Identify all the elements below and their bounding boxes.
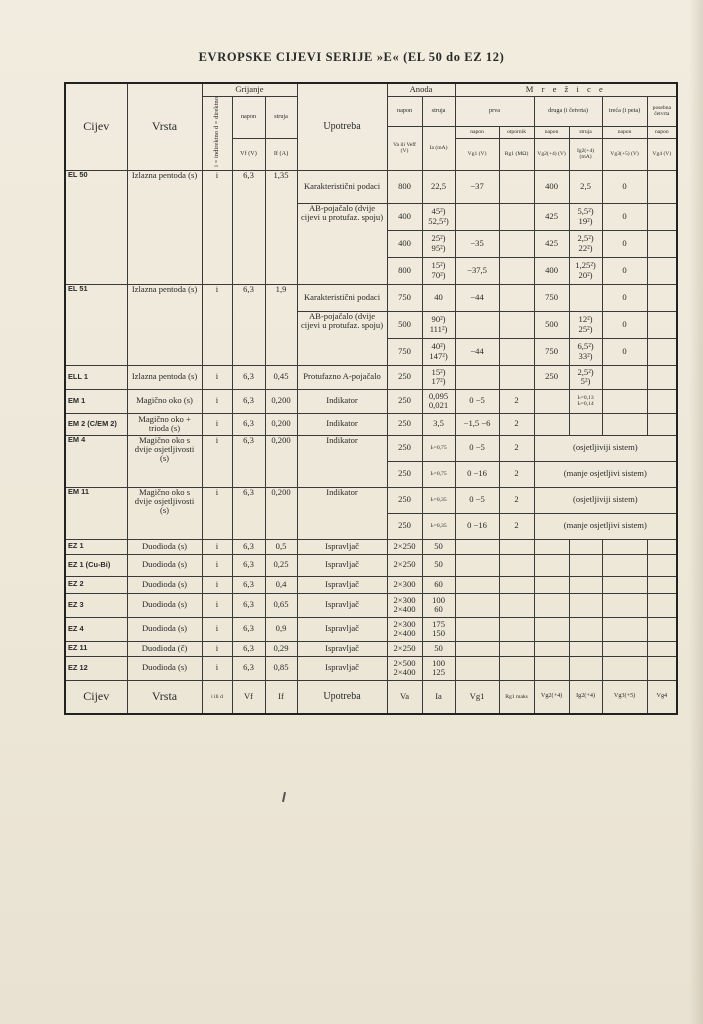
cell-va: 500 xyxy=(387,311,422,338)
cell-rg1 xyxy=(499,230,534,257)
cell-vrsta: Magično oko s dvije osjetljivosti (s) xyxy=(127,435,202,487)
page-edge-shadow xyxy=(689,0,703,1024)
cell-upotreba: AB-pojačalo (dvije cijevi u protufaz. spoju) xyxy=(297,203,387,284)
cell-rg1 xyxy=(499,365,534,389)
cell-if: 1,9 xyxy=(265,284,297,365)
cell-cijev: EM 11 xyxy=(65,487,127,539)
cell-upotreba: Ispravljač xyxy=(297,539,387,554)
cell-if: 0,4 xyxy=(265,576,297,593)
cell-upotreba: Ispravljač xyxy=(297,554,387,576)
cell-cijev: EM 2 (C/EM 2) xyxy=(65,413,127,435)
cell-va: 400 xyxy=(387,230,422,257)
cell-upotreba: Ispravljač xyxy=(297,593,387,617)
cell-vg35: 0 xyxy=(602,311,647,338)
cell-rg1: 2 xyxy=(499,513,534,539)
cell-if: 0,200 xyxy=(265,487,297,539)
cell-vg35: 0 xyxy=(602,230,647,257)
cell-id: i xyxy=(202,389,232,413)
cell-id: i xyxy=(202,617,232,641)
cell-vf: 6,3 xyxy=(232,413,265,435)
cell-if: 0,200 xyxy=(265,435,297,487)
table-row xyxy=(65,593,677,617)
col-header-ig24: Ig2(+4) (mA) xyxy=(569,138,602,170)
cell-cijev: EZ 4 xyxy=(65,617,127,641)
cell-vf: 6,3 xyxy=(232,656,265,680)
footer-vg1: Vg1 xyxy=(455,680,499,714)
cell-vg35: 0 xyxy=(602,257,647,284)
cell-vf: 6,3 xyxy=(232,389,265,413)
cell-ia: 40 xyxy=(422,284,455,311)
cell-ia: 100 125 xyxy=(422,656,455,680)
cell-cijev: EZ 1 xyxy=(65,539,127,554)
cell-rg1 xyxy=(499,284,534,311)
cell-id: i xyxy=(202,365,232,389)
cell-vrsta: Duodioda (s) xyxy=(127,656,202,680)
cell-note: (osjetljiviji sistem) xyxy=(534,487,677,513)
cell-vg4 xyxy=(647,338,677,365)
cell-if: 0,45 xyxy=(265,365,297,389)
cell-vrsta: Duodioda (s) xyxy=(127,576,202,593)
col-header-ia: Ia (mA) xyxy=(422,126,455,170)
cell-va: 250 xyxy=(387,461,422,487)
col-header-anoda-struja: struja xyxy=(422,96,455,126)
cell-id: i xyxy=(202,641,232,656)
cell-ig24: 2,5 xyxy=(569,170,602,203)
cell-va: 250 xyxy=(387,435,422,461)
cell-ia: Iₗ=0,35 xyxy=(422,513,455,539)
cell-upotreba: Indikator xyxy=(297,435,387,487)
cell-vg1: −44 xyxy=(455,338,499,365)
cell-va: 750 xyxy=(387,284,422,311)
col-header-cijev: Cijev xyxy=(65,83,127,170)
cell-ia: Iₗ=0,75 xyxy=(422,461,455,487)
footer-row xyxy=(65,680,677,714)
cell-vg24: 400 xyxy=(534,257,569,284)
cell-vg24 xyxy=(534,413,569,435)
cell-ia: 3,5 xyxy=(422,413,455,435)
cell-vg24: 425 xyxy=(534,203,569,230)
cell-vg1: −1,5 −6 xyxy=(455,413,499,435)
cell-vg1: 0 −5 xyxy=(455,389,499,413)
cell-va: 400 xyxy=(387,203,422,230)
cell-va: 2×250 xyxy=(387,554,422,576)
table-row xyxy=(65,487,677,513)
cell-vg1: −37,5 xyxy=(455,257,499,284)
col-header-va: Va ili Veff (V) xyxy=(387,126,422,170)
cell-ig24: 1,25²) 20²) xyxy=(569,257,602,284)
sub-header-napon: napon xyxy=(602,126,647,138)
cell-vg1: 0 −16 xyxy=(455,513,499,539)
footer-vrsta: Vrsta xyxy=(127,680,202,714)
group-header-posebna: posebna četvrta xyxy=(647,96,677,126)
table-row xyxy=(65,539,677,554)
cell-cijev: EZ 2 xyxy=(65,576,127,593)
cell-ig24: 2,5²) 22²) xyxy=(569,230,602,257)
cell-upotreba: Indikator xyxy=(297,389,387,413)
cell-if: 0,5 xyxy=(265,539,297,554)
cell-upotreba: Karakteristični podaci xyxy=(297,284,387,311)
cell-ia: 175 150 xyxy=(422,617,455,641)
cell-vg35 xyxy=(602,365,647,389)
cell-va: 750 xyxy=(387,338,422,365)
footer-if: If xyxy=(265,680,297,714)
cell-upotreba: AB-pojačalo (dvije cijevi u protufaz. spoju) xyxy=(297,311,387,365)
cell-ia: Iₗ=0,75 xyxy=(422,435,455,461)
cell-vg1 xyxy=(455,311,499,338)
footer-va: Va xyxy=(387,680,422,714)
cell-id: i xyxy=(202,576,232,593)
cell-vf: 6,3 xyxy=(232,170,265,284)
sub-header-napon: napon xyxy=(455,126,499,138)
cell-vg1 xyxy=(455,203,499,230)
cell-ia: 22,5 xyxy=(422,170,455,203)
cell-ig24 xyxy=(569,413,602,435)
cell-ia: 50 xyxy=(422,539,455,554)
cell-vg4 xyxy=(647,203,677,230)
cell-vf: 6,3 xyxy=(232,593,265,617)
cell-note: (manje osjetljivi sistem) xyxy=(534,461,677,487)
col-header-vg1: Vg1 (V) xyxy=(455,138,499,170)
cell-rg1: 2 xyxy=(499,435,534,461)
cell-upotreba: Ispravljač xyxy=(297,617,387,641)
table-row xyxy=(65,435,677,461)
cell-ia: 0,095 0,021 xyxy=(422,389,455,413)
cell-rg1 xyxy=(499,203,534,230)
cell-cijev: EZ 11 xyxy=(65,641,127,656)
cell-id: i xyxy=(202,539,232,554)
cell-vg4 xyxy=(647,230,677,257)
table-row xyxy=(65,554,677,576)
footer-vg24: Vg2(+4) xyxy=(534,680,569,714)
cell-if: 0,29 xyxy=(265,641,297,656)
cell-vf: 6,3 xyxy=(232,284,265,365)
cell-ia: 50 xyxy=(422,554,455,576)
cell-id: i xyxy=(202,656,232,680)
table-row xyxy=(65,576,677,593)
cell-ia: 50 xyxy=(422,641,455,656)
cell-vf: 6,3 xyxy=(232,365,265,389)
cell-vrsta: Duodioda (č) xyxy=(127,641,202,656)
cell-if: 1,35 xyxy=(265,170,297,284)
col-header-grijanje-napon: napon xyxy=(232,96,265,138)
cell-vf: 6,3 xyxy=(232,554,265,576)
cell-vg24: 500 xyxy=(534,311,569,338)
cell-vg1: 0 −16 xyxy=(455,461,499,487)
cell-vg1: −44 xyxy=(455,284,499,311)
group-header-prva: prva xyxy=(455,96,534,126)
cell-rg1 xyxy=(499,338,534,365)
col-header-vg24: Vg2(+4) (V) xyxy=(534,138,569,170)
cell-vf: 6,3 xyxy=(232,435,265,487)
cell-upotreba: Indikator xyxy=(297,413,387,435)
cell-cijev: EL 50 xyxy=(65,170,127,284)
cell-va: 2×300 2×400 xyxy=(387,617,422,641)
col-header-upotreba: Upotreba xyxy=(297,83,387,170)
cell-ia: 100 60 xyxy=(422,593,455,617)
col-header-i-d: i = indirektno d = direktno xyxy=(202,96,232,170)
group-header-druga: druga (i četvrta) xyxy=(534,96,602,126)
cell-vg24: 750 xyxy=(534,284,569,311)
cell-rg1: 2 xyxy=(499,461,534,487)
cell-id: i xyxy=(202,170,232,284)
cell-vg1 xyxy=(455,365,499,389)
col-header-vg35: Vg3(+5) (V) xyxy=(602,138,647,170)
cell-vg4 xyxy=(647,389,677,413)
cell-va: 800 xyxy=(387,257,422,284)
cell-vf: 6,3 xyxy=(232,576,265,593)
table-row xyxy=(65,365,677,389)
footer-vf: Vf xyxy=(232,680,265,714)
cell-vrsta: Izlazna pentoda (s) xyxy=(127,284,202,365)
cell-rg1 xyxy=(499,257,534,284)
cell-vg24: 400 xyxy=(534,170,569,203)
cell-vf: 6,3 xyxy=(232,641,265,656)
col-header-rg1: Rg1 (MΩ) xyxy=(499,138,534,170)
cell-vg1: −35 xyxy=(455,230,499,257)
cell-upotreba: Indikator xyxy=(297,487,387,539)
cell-va: 2×250 xyxy=(387,539,422,554)
cell-if: 0,85 xyxy=(265,656,297,680)
cell-rg1: 2 xyxy=(499,487,534,513)
cell-vg4 xyxy=(647,257,677,284)
cell-ia: Iₗ=0,35 xyxy=(422,487,455,513)
cell-rg1: 2 xyxy=(499,413,534,435)
cell-note: (manje osjetljivi sistem) xyxy=(534,513,677,539)
cell-ig24: 6,5²) 33²) xyxy=(569,338,602,365)
cell-vg35: 0 xyxy=(602,170,647,203)
table-row xyxy=(65,170,677,203)
cell-vg24: 250 xyxy=(534,365,569,389)
cell-if: 0,200 xyxy=(265,389,297,413)
footer-cijev: Cijev xyxy=(65,680,127,714)
footer-vg4: Vg4 xyxy=(647,680,677,714)
cell-cijev: EL 51 xyxy=(65,284,127,365)
cell-if: 0,9 xyxy=(265,617,297,641)
col-header-grijanje-struja: struja xyxy=(265,96,297,138)
footer-rg1: Rg1 maks xyxy=(499,680,534,714)
col-header-vf: Vf (V) xyxy=(232,138,265,170)
cell-vrsta: Duodioda (s) xyxy=(127,554,202,576)
cell-ia: 15²) 70²) xyxy=(422,257,455,284)
cell-vg24 xyxy=(534,389,569,413)
cell-vf: 6,3 xyxy=(232,487,265,539)
sub-header-napon: napon xyxy=(534,126,569,138)
cell-if: 0,65 xyxy=(265,593,297,617)
col-header-vrsta: Vrsta xyxy=(127,83,202,170)
cell-cijev: EZ 1 (Cu-Bi) xyxy=(65,554,127,576)
cell-va: 2×500 2×400 xyxy=(387,656,422,680)
cell-ig24: 12²) 25²) xyxy=(569,311,602,338)
cell-vg4 xyxy=(647,413,677,435)
cell-vrsta: Magično oko s dvije osjetljivosti (s) xyxy=(127,487,202,539)
cell-vg1: 0 −5 xyxy=(455,487,499,513)
cell-vg24: 425 xyxy=(534,230,569,257)
table-row xyxy=(65,413,677,435)
tube-table xyxy=(64,82,678,715)
table-row xyxy=(65,641,677,656)
cell-vg1: 0 −5 xyxy=(455,435,499,461)
cell-va: 250 xyxy=(387,413,422,435)
cell-rg1: 2 xyxy=(499,389,534,413)
page-title: EVROPSKE CIJEVI SERIJE »E« (EL 50 do EZ 12) xyxy=(198,50,505,64)
table-row xyxy=(65,656,677,680)
group-header-anoda: Anoda xyxy=(387,83,455,96)
table-row xyxy=(65,389,677,413)
footer-vg35: Vg3(+5) xyxy=(602,680,647,714)
cell-va: 2×300 2×400 xyxy=(387,593,422,617)
cell-rg1 xyxy=(499,170,534,203)
group-header-grijanje: Grijanje xyxy=(202,83,297,96)
cell-vf: 6,3 xyxy=(232,539,265,554)
cell-vf: 6,3 xyxy=(232,617,265,641)
cell-ig24: Iₗ=0,13 Iₗ=0,14 xyxy=(569,389,602,413)
footer-id: i ili d xyxy=(202,680,232,714)
cell-vg35: 0 xyxy=(602,284,647,311)
cell-id: i xyxy=(202,435,232,487)
cell-upotreba: Ispravljač xyxy=(297,576,387,593)
cell-vg1: −37 xyxy=(455,170,499,203)
cell-cijev: EZ 3 xyxy=(65,593,127,617)
cell-id: i xyxy=(202,487,232,539)
cell-upotreba: Karakteristični podaci xyxy=(297,170,387,203)
cell-va: 250 xyxy=(387,365,422,389)
cell-va: 250 xyxy=(387,389,422,413)
cell-vg35 xyxy=(602,389,647,413)
cell-id: i xyxy=(202,284,232,365)
cell-upotreba: Ispravljač xyxy=(297,641,387,656)
cell-upotreba: Ispravljač xyxy=(297,656,387,680)
cell-vg35: 0 xyxy=(602,338,647,365)
cell-vrsta: Izlazna pentoda (s) xyxy=(127,170,202,284)
cell-cijev: ELL 1 xyxy=(65,365,127,389)
cell-if: 0,200 xyxy=(265,413,297,435)
cell-ia: 60 xyxy=(422,576,455,593)
col-header-anoda-napon: napon xyxy=(387,96,422,126)
group-header-mrezice: M r e ž i c e xyxy=(455,83,677,96)
cell-va: 2×300 xyxy=(387,576,422,593)
col-header-if: If (A) xyxy=(265,138,297,170)
cell-id: i xyxy=(202,554,232,576)
cell-vg4 xyxy=(647,365,677,389)
cell-va: 250 xyxy=(387,513,422,539)
cell-vg4 xyxy=(647,284,677,311)
pencil-mark xyxy=(282,792,286,802)
footer-upotreba: Upotreba xyxy=(297,680,387,714)
cell-ia: 45²) 52,5²) xyxy=(422,203,455,230)
sub-header-napon: napon xyxy=(647,126,677,138)
cell-ia: 15²) 17²) xyxy=(422,365,455,389)
footer-ig24: Ig2(+4) xyxy=(569,680,602,714)
cell-vrsta: Duodioda (s) xyxy=(127,539,202,554)
footer-ia: Ia xyxy=(422,680,455,714)
cell-cijev: EZ 12 xyxy=(65,656,127,680)
cell-vg35: 0 xyxy=(602,203,647,230)
cell-ig24: 2,5²) 5²) xyxy=(569,365,602,389)
cell-id: i xyxy=(202,593,232,617)
cell-cijev: EM 1 xyxy=(65,389,127,413)
cell-vrsta: Duodioda (s) xyxy=(127,617,202,641)
cell-vrsta: Magično oko (s) xyxy=(127,389,202,413)
col-header-vg4: Vg4 (V) xyxy=(647,138,677,170)
cell-if: 0,25 xyxy=(265,554,297,576)
cell-va: 2×250 xyxy=(387,641,422,656)
cell-ia: 25²) 95²) xyxy=(422,230,455,257)
cell-vg4 xyxy=(647,311,677,338)
sub-header-otpornik: otpornik xyxy=(499,126,534,138)
header-row-1 xyxy=(65,83,677,96)
table-row xyxy=(65,284,677,311)
sub-header-struja: struja xyxy=(569,126,602,138)
cell-cijev: EM 4 xyxy=(65,435,127,487)
group-header-treca: treća (i peta) xyxy=(602,96,647,126)
cell-ig24: 5,5²) 19²) xyxy=(569,203,602,230)
cell-vrsta: Izlazna pentoda (s) xyxy=(127,365,202,389)
cell-upotreba: Protufazno A-pojačalo xyxy=(297,365,387,389)
cell-va: 800 xyxy=(387,170,422,203)
cell-ia: 90²) 111²) xyxy=(422,311,455,338)
cell-vg4 xyxy=(647,170,677,203)
cell-note: (osjetljiviji sistem) xyxy=(534,435,677,461)
cell-vrsta: Magično oko + trioda (s) xyxy=(127,413,202,435)
cell-va: 250 xyxy=(387,487,422,513)
cell-ia: 40²) 147²) xyxy=(422,338,455,365)
cell-vg35 xyxy=(602,413,647,435)
cell-vg24: 750 xyxy=(534,338,569,365)
table-row xyxy=(65,617,677,641)
cell-id: i xyxy=(202,413,232,435)
cell-ig24 xyxy=(569,284,602,311)
cell-vrsta: Duodioda (s) xyxy=(127,593,202,617)
cell-rg1 xyxy=(499,311,534,338)
